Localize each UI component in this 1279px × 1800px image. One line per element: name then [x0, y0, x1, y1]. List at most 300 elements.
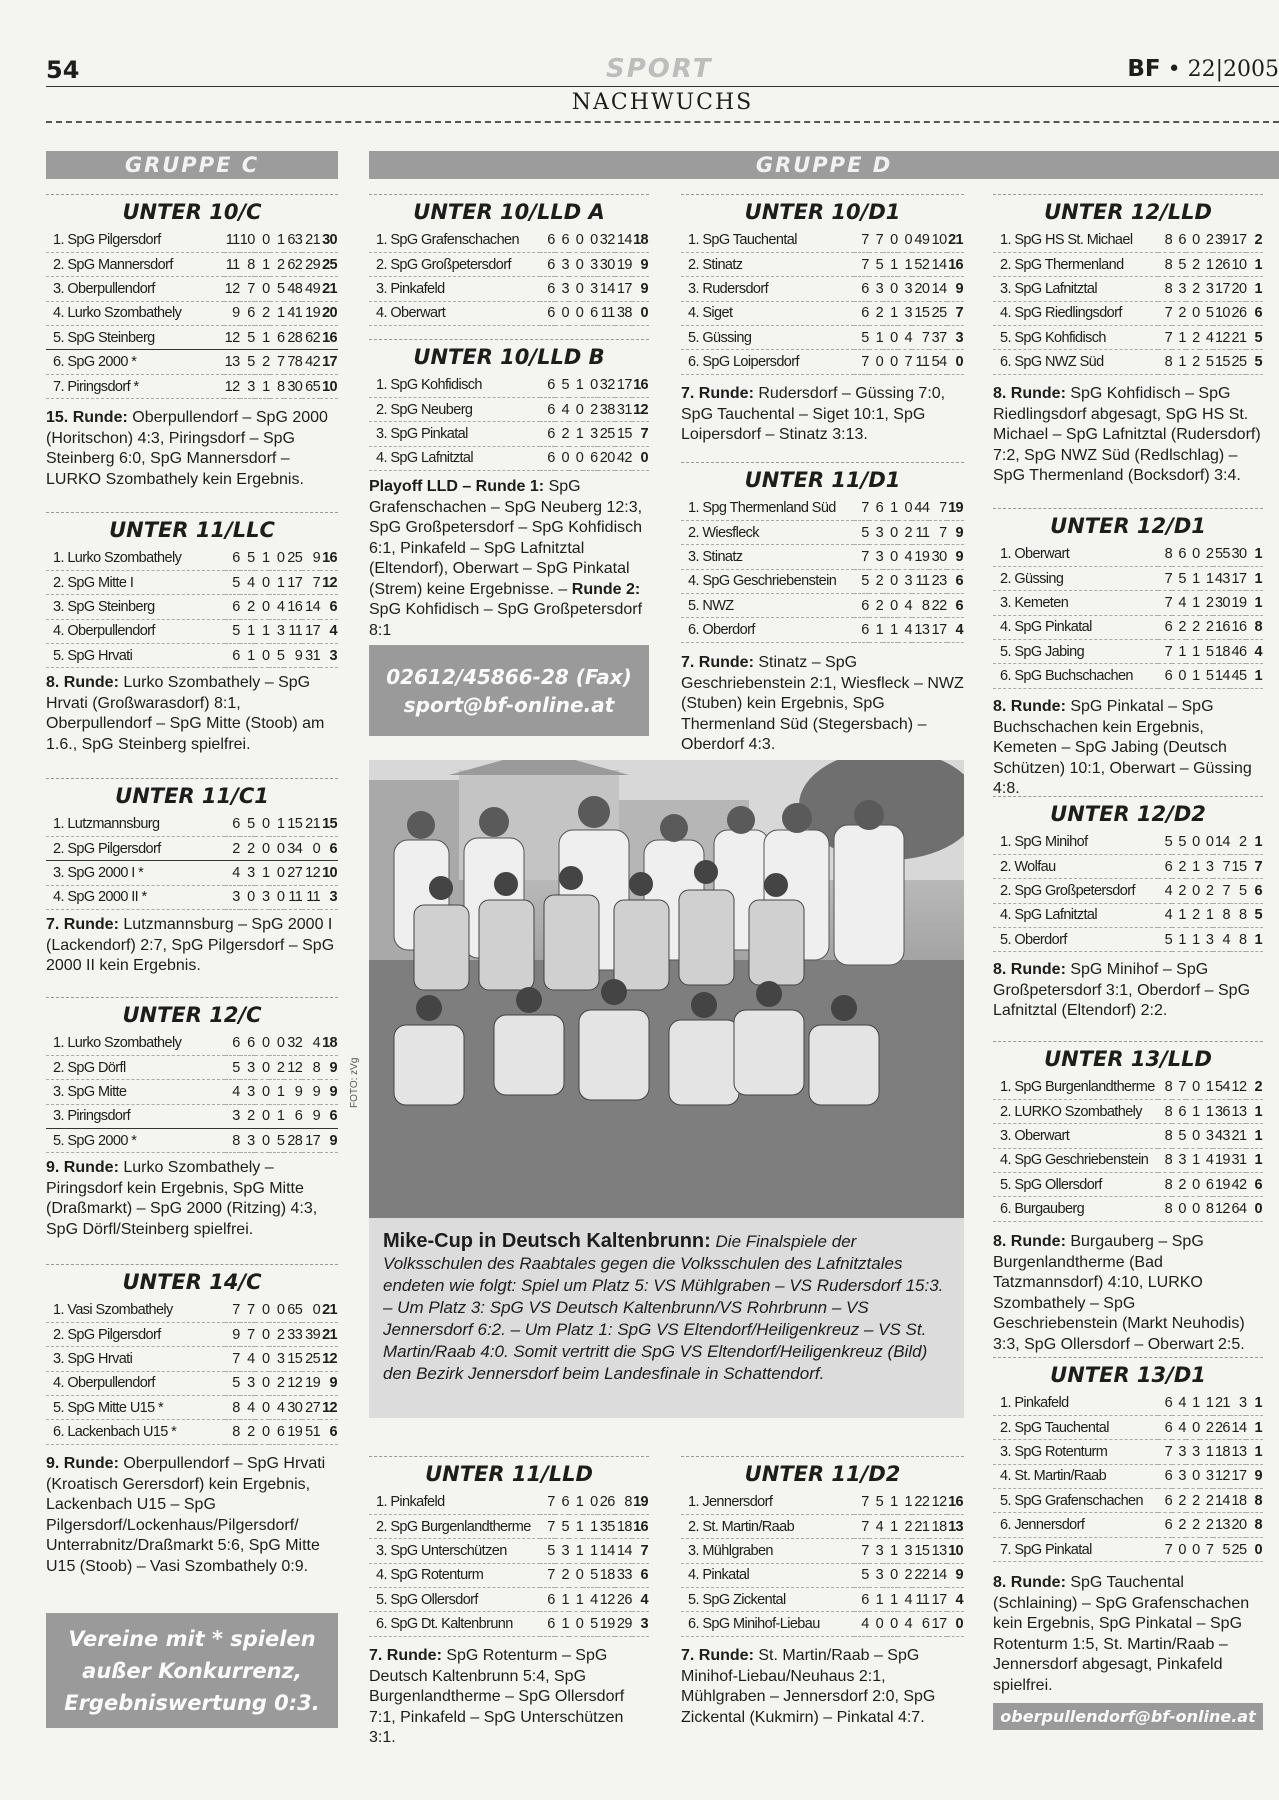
stat-cell: 3 [240, 1080, 255, 1104]
stat-cell: 6 [869, 496, 883, 520]
stat-cell: 10 [1230, 252, 1247, 276]
stat-cell: 28 [284, 326, 302, 350]
stat-cell: 7 [1158, 1440, 1172, 1464]
stat-cell: 7 [225, 1298, 240, 1322]
stat-cell: 8 [1230, 903, 1247, 927]
stat-cell: 17 [929, 1612, 946, 1636]
stat-cell: 7 [225, 1347, 240, 1371]
stat-cell: 2 [1172, 301, 1186, 325]
stat-cell: 16 [1213, 615, 1230, 639]
stat-cell: 4 [1172, 591, 1186, 615]
stat-cell: 3 [898, 569, 912, 593]
team-name: 3. SpG Pinkatal [369, 422, 540, 446]
stat-cell: 1 [555, 1612, 569, 1636]
stat-cell: 9 [302, 1080, 320, 1104]
photo-caption [369, 1218, 964, 1418]
table-row [46, 1104, 338, 1128]
stat-cell: 13 [929, 1539, 946, 1563]
team-name: 3. Mühlgraben [681, 1539, 854, 1563]
team-name: 2. SpG Großpetersdorf [369, 252, 540, 276]
team-name: 6. SpG Loipersdorf [681, 350, 854, 374]
stat-cell: 2 [1200, 1513, 1214, 1537]
table-row [993, 277, 1263, 301]
team-name: 3. Oberwart [993, 1124, 1158, 1148]
points: 1 [1246, 1440, 1263, 1464]
points: 9 [632, 277, 649, 301]
stat-cell: 2 [555, 1563, 569, 1587]
stat-cell: 30 [929, 545, 946, 569]
stat-cell: 9 [284, 1080, 302, 1104]
stat-cell: 3 [1172, 1464, 1186, 1488]
stat-cell: 39 [1213, 228, 1230, 252]
stat-cell: 54 [929, 350, 946, 374]
points: 9 [320, 1129, 338, 1153]
points: 6 [1246, 1173, 1263, 1197]
table-title: UNTER 12/D2 [993, 796, 1263, 830]
points: 18 [320, 1031, 338, 1055]
stat-cell: 6 [540, 373, 554, 397]
table-row [46, 1396, 338, 1420]
table-title: UNTER 10/LLD A [369, 194, 649, 228]
stat-cell: 0 [583, 1490, 597, 1514]
points: 10 [320, 374, 338, 398]
stat-cell: 0 [255, 595, 270, 619]
stat-cell: 7 [240, 277, 255, 301]
stat-cell: 6 [540, 301, 554, 325]
stat-cell: 7 [854, 1539, 868, 1563]
stat-cell: 15 [1230, 854, 1247, 878]
points: 16 [320, 326, 338, 350]
stat-cell: 0 [569, 252, 583, 276]
stat-cell: 8 [1158, 350, 1172, 374]
stat-cell: 4 [1200, 326, 1214, 350]
table-title: UNTER 10/D1 [681, 194, 964, 228]
stat-cell: 34 [284, 836, 302, 860]
stat-cell: 17 [929, 618, 946, 642]
stat-cell: 7 [540, 1490, 554, 1514]
stat-cell: 8 [1158, 1099, 1172, 1123]
stat-cell: 2 [869, 569, 883, 593]
points: 20 [320, 301, 338, 325]
stat-cell: 7 [898, 350, 912, 374]
team-name: 5. SpG Jabing [993, 640, 1158, 664]
stat-cell: 5 [869, 1490, 883, 1514]
stat-cell: 11 [912, 1588, 929, 1612]
footer-email[interactable]: oberpullendorf@bf-online.at [993, 1703, 1263, 1730]
stat-cell: 5 [1158, 928, 1172, 952]
table-row [46, 812, 338, 836]
team-name: 2. Wiesfleck [681, 520, 854, 544]
stat-cell: 1 [1200, 1440, 1214, 1464]
table-row [993, 615, 1263, 639]
stat-cell: 0 [255, 1129, 270, 1153]
stat-cell: 1 [1200, 1099, 1214, 1123]
team-name: 2. St. Martin/Raab [681, 1514, 854, 1538]
team-name: 1. Vasi Szombathely [46, 1298, 225, 1322]
points: 1 [1246, 1391, 1263, 1415]
stat-cell: 3 [225, 1104, 240, 1128]
group-c-banner: GRUPPE C [46, 151, 338, 179]
stat-cell: 5 [1213, 1537, 1230, 1561]
report-u11c1: 7. Runde: Lutzmannsburg – SpG 2000 I (Lackendorf) 2:7, SpG Pilgersdorf – SpG 2000 II kein Ergebnis. [46, 916, 335, 974]
table-row [369, 228, 649, 252]
stat-cell: 25 [302, 1347, 320, 1371]
stat-cell: 9 [302, 546, 320, 570]
table-row [993, 1197, 1263, 1221]
note-line-1: Vereine mit * spielen [68, 1627, 316, 1651]
table-row [681, 301, 964, 325]
contact-email[interactable]: sport@bf-online.at [403, 693, 615, 717]
team-name: 6. SpG 2000 * [46, 350, 224, 374]
table-title: UNTER 11/D1 [681, 462, 964, 496]
team-name: 4. SpG Lafnitztal [993, 903, 1158, 927]
stat-cell: 22 [912, 1490, 929, 1514]
stat-cell: 1 [270, 301, 285, 325]
stat-cell: 1 [269, 812, 284, 836]
report-u10d1: 7. Runde: Rudersdorf – Güssing 7:0, SpG Tauchental – Siget 10:1, SpG Loipersdorf – Stinatz 3:13. [681, 385, 946, 443]
stat-cell: 7 [1158, 566, 1172, 590]
team-name: 5. SpG Mitte U15 * [46, 1396, 225, 1420]
points: 1 [1246, 252, 1263, 276]
stat-cell: 3 [225, 885, 240, 909]
fax-number: 02612/45866-28 (Fax) [386, 665, 632, 689]
points: 6 [320, 836, 338, 860]
points: 4 [947, 618, 964, 642]
points: 6 [632, 1563, 649, 1587]
stat-cell: 14 [929, 1563, 946, 1587]
stat-cell: 16 [284, 595, 302, 619]
standings-table [993, 228, 1263, 375]
table-row [993, 350, 1263, 374]
stat-cell: 12 [1213, 1464, 1230, 1488]
points: 12 [320, 1396, 338, 1420]
team-name: 1. Lutzmannsburg [46, 812, 225, 836]
stat-cell: 1 [583, 1539, 597, 1563]
stat-cell: 46 [1230, 640, 1247, 664]
team-name: 2. Wolfau [993, 854, 1158, 878]
team-name: 4. Lurko Szombathely [46, 301, 224, 325]
stat-cell: 14 [615, 228, 632, 252]
team-name: 4. SpG 2000 II * [46, 885, 225, 909]
stat-cell: 0 [1186, 542, 1200, 566]
table-row [46, 1420, 338, 1444]
table-row [681, 326, 964, 350]
points: 19 [947, 496, 964, 520]
team-name: 5. SpG Hrvati [46, 644, 225, 668]
stat-cell: 26 [615, 1588, 632, 1612]
stat-cell: 1 [869, 618, 883, 642]
stat-cell: 9 [284, 644, 302, 668]
stat-cell: 2 [1172, 1489, 1186, 1513]
photo-credit: FOTO: zVg [349, 1057, 360, 1108]
standings-table [993, 830, 1263, 952]
stat-cell: 5 [583, 1612, 597, 1636]
table-title: UNTER 11/LLC [46, 512, 338, 546]
team-name: 5. SpG Ollersdorf [993, 1173, 1158, 1197]
points: 1 [1246, 566, 1263, 590]
stat-cell: 0 [1172, 664, 1186, 688]
points: 21 [320, 1322, 338, 1346]
points: 6 [947, 569, 964, 593]
stat-cell: 0 [255, 277, 270, 301]
stat-cell: 14 [302, 595, 320, 619]
points: 3 [320, 885, 338, 909]
stat-cell: 48 [284, 277, 302, 301]
team-name: 1. Pinkafeld [369, 1490, 540, 1514]
stat-cell: 2 [240, 1104, 255, 1128]
table-row [46, 301, 338, 325]
team-name: 4. Oberpullendorf [46, 619, 225, 643]
stat-cell: 7 [240, 1298, 255, 1322]
table-row [993, 1075, 1263, 1099]
stat-cell: 13 [224, 350, 239, 374]
stat-cell: 0 [569, 277, 583, 301]
points: 9 [947, 520, 964, 544]
stat-cell: 3 [869, 1563, 883, 1587]
stat-cell: 12 [224, 277, 239, 301]
stat-cell: 5 [240, 546, 255, 570]
standings-table [46, 812, 338, 910]
table-row [993, 640, 1263, 664]
report-playoff-lld: Playoff LLD – Runde 1: SpG Grafenschachen – SpG Neuberg 12:3, SpG Großpetersdorf – SpG Kohfidisch 6:1, Pinkafeld – SpG Lafnitztal (Eltendorf), Oberwart – SpG Pinkatal (Strem) keine Ergebnisse. – Runde 2: SpG Kohfidisch – SpG Großpetersdorf 8:1 [369, 478, 643, 639]
stat-cell: 1 [269, 1104, 284, 1128]
stat-cell: 1 [869, 1588, 883, 1612]
stat-cell: 3 [1200, 1124, 1214, 1148]
stat-cell: 2 [898, 520, 912, 544]
team-photo-illustration [369, 760, 964, 1218]
points: 0 [947, 1612, 964, 1636]
stat-cell: 7 [1158, 326, 1172, 350]
team-name: 3. SpG Rotenturm [993, 1440, 1158, 1464]
team-name: 1. Spg Thermenland Süd [681, 496, 854, 520]
stat-cell: 45 [1230, 664, 1247, 688]
team-name: 3. Piringsdorf [46, 1104, 225, 1128]
table-row [46, 836, 338, 860]
stat-cell: 13 [1213, 1513, 1230, 1537]
stat-cell: 6 [540, 422, 554, 446]
points: 2 [1246, 1075, 1263, 1099]
stat-cell: 30 [284, 1396, 302, 1420]
stat-cell: 13 [1230, 1099, 1247, 1123]
stat-cell: 11 [224, 228, 239, 252]
stat-cell: 17 [1213, 277, 1230, 301]
stat-cell: 30 [284, 374, 302, 398]
stat-cell: 4 [269, 595, 284, 619]
table-row [369, 397, 649, 421]
points: 1 [1246, 542, 1263, 566]
stat-cell: 18 [1230, 1489, 1247, 1513]
stat-cell: 0 [1186, 228, 1200, 252]
stat-cell: 0 [269, 885, 284, 909]
stat-cell: 5 [1172, 830, 1186, 854]
team-name: 1. SpG Tauchental [681, 228, 854, 252]
stat-cell: 1 [255, 374, 270, 398]
stat-cell: 7 [240, 1322, 255, 1346]
stat-cell: 4 [555, 397, 569, 421]
stat-cell: 0 [883, 1612, 897, 1636]
points: 16 [947, 252, 964, 276]
stat-cell: 3 [583, 277, 597, 301]
stat-cell: 3 [898, 1539, 912, 1563]
stat-cell: 4 [854, 1612, 868, 1636]
stat-cell: 78 [284, 350, 302, 374]
stat-cell: 7 [540, 1563, 554, 1587]
stat-cell: 0 [255, 836, 270, 860]
stat-cell: 17 [284, 570, 302, 594]
stat-cell: 18 [615, 1514, 632, 1538]
stat-cell: 0 [569, 446, 583, 470]
stat-cell: 7 [1213, 854, 1230, 878]
stat-cell: 1 [569, 373, 583, 397]
table-u12lld [993, 194, 1263, 375]
stat-cell: 0 [255, 1322, 270, 1346]
points: 21 [320, 1298, 338, 1322]
stat-cell: 0 [883, 569, 897, 593]
stat-cell: 2 [270, 252, 285, 276]
stat-cell: 0 [255, 812, 270, 836]
table-row [993, 542, 1263, 566]
stat-cell: 32 [284, 1031, 302, 1055]
stat-cell: 5 [225, 1055, 240, 1079]
stat-cell: 5 [269, 1129, 284, 1153]
note-box [46, 1613, 338, 1728]
report-u12d1: 8. Runde: SpG Pinkatal – SpG Buchschachen kein Ergebnis, Kemeten – SpG Jabing (Deutsch Schützen) 10:1, Oberwart – Güssing 4:8. [993, 698, 1252, 797]
table-u12c [46, 997, 338, 1153]
stat-cell: 8 [615, 1490, 632, 1514]
table-row [993, 928, 1263, 952]
stat-cell: 5 [1172, 566, 1186, 590]
stat-cell: 28 [284, 1129, 302, 1153]
stat-cell: 1 [255, 619, 270, 643]
stat-cell: 6 [540, 228, 554, 252]
stat-cell: 2 [1200, 542, 1214, 566]
stat-cell: 0 [1186, 1197, 1200, 1221]
stat-cell: 10 [240, 228, 255, 252]
points: 1 [1246, 830, 1263, 854]
stat-cell: 7 [854, 350, 868, 374]
dashed-divider [46, 121, 1279, 123]
team-name: 2. SpG Thermenland [993, 252, 1158, 276]
stat-cell: 7 [1172, 1075, 1186, 1099]
stat-cell: 8 [1158, 1124, 1172, 1148]
team-name: 5. SpG Steinberg [46, 326, 224, 350]
points: 3 [632, 1612, 649, 1636]
stat-cell: 11 [224, 252, 239, 276]
stat-cell: 15 [912, 1539, 929, 1563]
stat-cell: 7 [869, 228, 883, 252]
stat-cell: 6 [854, 594, 868, 618]
stat-cell: 25 [284, 546, 302, 570]
stat-cell: 6 [240, 301, 255, 325]
stat-cell: 22 [912, 1563, 929, 1587]
team-name: 1. Lurko Szombathely [46, 546, 225, 570]
stat-cell: 8 [1158, 228, 1172, 252]
table-row [993, 1440, 1263, 1464]
stat-cell: 26 [1230, 301, 1247, 325]
stat-cell: 0 [1186, 1415, 1200, 1439]
stat-cell: 36 [1213, 1099, 1230, 1123]
stat-cell: 52 [912, 252, 929, 276]
stat-cell: 6 [225, 644, 240, 668]
stat-cell: 1 [883, 618, 897, 642]
stat-cell: 3 [240, 1371, 255, 1395]
note-line-2: außer Konkurrenz, [82, 1659, 302, 1683]
stat-cell: 6 [1200, 1173, 1214, 1197]
table-row [46, 252, 338, 276]
table-row [46, 546, 338, 570]
table-u10llda [369, 194, 649, 326]
report-u11llc: 8. Runde: Lurko Szombathely – SpG Hrvati (Großwarasdorf) 8:1, Oberpullendorf – SpG Mitte (Stoob) am 1.6., SpG Steinberg spielfrei. [46, 674, 325, 753]
stat-cell: 1 [269, 1080, 284, 1104]
stat-cell: 6 [854, 1588, 868, 1612]
table-row [993, 301, 1263, 325]
stat-cell: 1 [883, 301, 897, 325]
team-name: 4. Siget [681, 301, 854, 325]
stat-cell: 12 [1213, 1197, 1230, 1221]
stat-cell: 20 [1230, 277, 1247, 301]
stat-cell: 0 [883, 277, 897, 301]
points: 30 [320, 228, 338, 252]
stat-cell: 2 [1186, 326, 1200, 350]
stat-cell: 5 [869, 252, 883, 276]
stat-cell: 0 [883, 326, 897, 350]
stat-cell: 0 [569, 1612, 583, 1636]
stat-cell: 32 [598, 373, 615, 397]
stat-cell: 3 [1172, 1440, 1186, 1464]
stat-cell: 26 [1213, 252, 1230, 276]
points: 12 [320, 570, 338, 594]
table-row [993, 903, 1263, 927]
stat-cell: 4 [898, 1612, 912, 1636]
stat-cell: 8 [225, 1396, 240, 1420]
team-name: 6. SpG Buchschachen [993, 664, 1158, 688]
stat-cell: 5 [854, 1563, 868, 1587]
stat-cell: 43 [1213, 1124, 1230, 1148]
stat-cell: 2 [240, 1420, 255, 1444]
team-name: 3. Pinkafeld [369, 277, 540, 301]
points: 1 [1246, 591, 1263, 615]
stat-cell: 0 [569, 1563, 583, 1587]
table-row [681, 1514, 964, 1538]
standings-table [993, 1391, 1263, 1562]
stat-cell: 0 [1200, 830, 1214, 854]
stat-cell: 27 [284, 861, 302, 885]
stat-cell: 2 [1186, 350, 1200, 374]
stat-cell: 1 [1200, 566, 1214, 590]
stat-cell: 2 [1186, 252, 1200, 276]
stat-cell: 2 [1172, 879, 1186, 903]
team-name: 1. SpG HS St. Michael [993, 228, 1158, 252]
stat-cell: 3 [1200, 277, 1214, 301]
stat-cell: 12 [284, 1371, 302, 1395]
table-u10lldb [369, 339, 649, 471]
points: 3 [320, 644, 338, 668]
report-u10c: 15. Runde: Oberpullendorf – SpG 2000 (Horitschon) 4:3, Piringsdorf – SpG Steinberg 6:0, SpG Mannersdorf – LURKO Szombathely kein Ergebnis. [46, 409, 328, 488]
stat-cell: 4 [1158, 879, 1172, 903]
table-row [993, 1415, 1263, 1439]
stat-cell: 0 [255, 1396, 270, 1420]
stat-cell: 0 [1172, 1197, 1186, 1221]
stat-cell: 0 [583, 373, 597, 397]
stat-cell: 6 [854, 277, 868, 301]
stat-cell: 43 [1213, 566, 1230, 590]
stat-cell: 5 [540, 1539, 554, 1563]
table-row [46, 1298, 338, 1322]
table-row [369, 1539, 649, 1563]
stat-cell: 5 [854, 520, 868, 544]
stat-cell: 0 [883, 350, 897, 374]
stat-cell: 5 [1230, 879, 1247, 903]
